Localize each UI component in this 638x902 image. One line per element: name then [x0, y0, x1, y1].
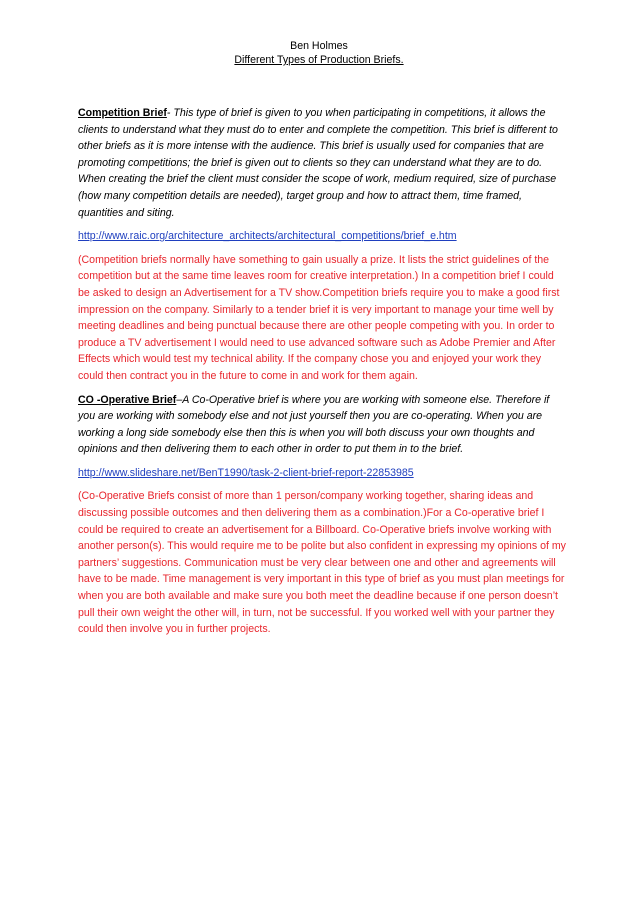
competition-brief-heading: Competition Brief — [78, 107, 167, 119]
competition-brief-notes: (Competition briefs normally have something to gain usually a prize. It lists the strict guidelines of the competition but at the same time leaves room for creative interpretation.) In a competition brief I could be asked to design an Advertisement for a TV show.Competition briefs require you to make a good first impression on the company. Similarly to a tender brief it is very important to manage your time well by meeting deadlines and being punctual because there are other people competing with you. In order to produce a TV advertisement I would need to use advanced software such as Adobe Premier and After Effects which would test my technical ability. If the company chose you and enjoyed your work they could then contract you in the future to come in and work for them again. — [78, 253, 560, 382]
competition-brief-description: - This type of brief is given to you when participating in competitions, it allows the clients to understand what they must do to enter and complete the competition. This brief is different to other briefs as it is more intense with the audience. This brief is usually used for companies that are promoting competitions; the brief is given out to clients so they can understand what they are to do. When creating the brief the client must consider the scope of work, medium required, size of purchase (how many competition details are needed), target group and how to attract them, time framed, quantities and siting. — [78, 107, 558, 219]
cooperative-brief-notes: (Co-Operative Briefs consist of more than 1 person/company working together, sharing ideas and discussing possible outcomes and then delivering them as a combination.)For a Co-operative brief I could be required to create an advertisement for a Billboard. Co-Operative briefs involve working with another person(s). This would require me to be polite but also confident in expressing my opinions of my partners’ suggestions. Communication must be very clear between one and other and agreements will have to be made. Time management is very important in this type of brief as you must plan meetings for when you are both available and make sure you both meet the deadline because if one person doesn’t pull their own weight the other will, in turn, not be successful. If you worked well with your partner they could then involve you in further projects. — [78, 490, 566, 636]
cooperative-brief-description: –A Co-Operative brief is where you are working with someone else. Therefore if you are working with somebody else and not just yourself then you are co-operating. When you are working a long side somebody else then this is when you will both discuss your own thoughts and opinions and then delivering them to each other in order to put them in to the brief. — [78, 393, 550, 456]
competition-brief-link[interactable]: http://www.raic.org/architecture_architects/architectural_competitions/brief_e.htm — [78, 230, 457, 243]
author-name: Ben Holmes — [290, 40, 348, 52]
cooperative-brief-heading: CO -Operative Brief — [78, 393, 177, 406]
document-title: Different Types of Production Briefs. — [234, 54, 404, 66]
document-header — [0, 39, 638, 67]
competition-brief-paragraph — [78, 105, 568, 221]
cooperative-brief-paragraph — [78, 392, 568, 458]
cooperative-brief-link[interactable]: http://www.slideshare.net/BenT1990/task-2-client-brief-report-22853985 — [78, 466, 414, 479]
document-body — [78, 105, 568, 645]
